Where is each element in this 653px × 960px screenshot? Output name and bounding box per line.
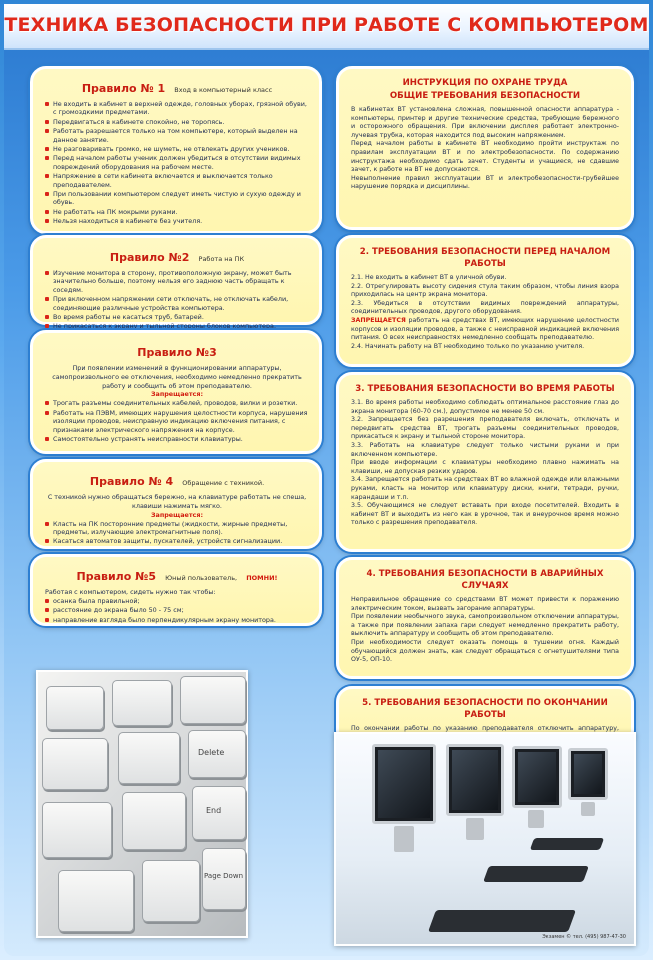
section-emergency bbox=[336, 557, 634, 679]
section-paragraph: 3.1. Во время работы необходимо соблюдать оптимальное расстояние глаз до экрана монитора (60-70 см.), допустимое не менее 50 см. bbox=[351, 399, 619, 415]
rule-list bbox=[45, 100, 309, 226]
list-item: Не разговаривать громко, не шуметь, не отвлекать других учеников. bbox=[45, 145, 309, 153]
section-paragraph: При необходимости следует оказать помощь в тушении огня. Каждый обучающийся должен знать, как следует обращаться с огнетушителями типа ОУ-5, ОП-10. bbox=[351, 638, 619, 664]
list-item: осанка была правильной; bbox=[45, 597, 309, 605]
rule-subtitle-accent: ПОМНИ! bbox=[246, 574, 278, 582]
key-label: Delete bbox=[198, 748, 225, 757]
rule-subtitle: Работа на ПК bbox=[198, 255, 245, 263]
list-item: Изучение монитора в сторону, противоположную экрану, может быть значительно больше, поэтому нельзя его заднюю часть обращать к соседям. bbox=[45, 269, 309, 294]
section-paragraph: Невыполнение правил эксплуатации ВТ и электробезопасности-грубейшее нарушение порядка и дисциплины. bbox=[351, 174, 619, 191]
list-item: Класть на ПК посторонние предметы (жидкости, жирные предметы, предметы, излучающие электромагнитные поля). bbox=[45, 520, 309, 537]
key-shape bbox=[42, 802, 112, 858]
rule-intro: Работая с компьютером, сидеть нужно так чтобы: bbox=[45, 588, 216, 596]
list-item: Не прикасаться к экрану и тыльной стороны блоков компьютера. bbox=[45, 322, 309, 330]
section-during-work bbox=[336, 372, 634, 552]
list-item: расстояние до экрана было 50 - 75 см; bbox=[45, 606, 309, 614]
monitor-shape bbox=[446, 744, 504, 816]
rule-subtitle: Вход в компьютерный класс bbox=[174, 86, 273, 94]
rule-intro: При появлении изменений в функционировании аппаратуры, самопроизвольного ее отключения, необходимо немедленно прекратить работу и сообщить об этом преподавателю. bbox=[52, 364, 302, 390]
section-paragraph: По окончании работы по указанию преподавателя отключить аппаратуру, bbox=[351, 725, 619, 732]
section-paragraph: При появлении необычного звука, самопроизвольном отключении аппаратуры, а также при появлении запаха гари следует немедленно прекратить работу, выключить аппаратуру и сообщить об этом преподавателю. bbox=[351, 613, 619, 638]
section-paragraph: 2.2. Отрегулировать высоту сидения стула таким образом, чтобы линия взора приходилась на центр экрана монитора. bbox=[351, 282, 619, 299]
key-label: End bbox=[206, 806, 222, 815]
list-item: Напряжение в сети кабинета включается и выключается только преподавателем. bbox=[45, 172, 309, 189]
section-title: 5. ТРЕБОВАНИЯ БЕЗОПАСНОСТИ ПО ОКОНЧАНИИ РАБОТЫ bbox=[362, 698, 608, 720]
rule-card-4 bbox=[30, 459, 322, 549]
forbidden-word: ЗАПРЕЩАЕТСЯ bbox=[351, 316, 406, 324]
list-item: Не работать на ПК мокрыми руками. bbox=[45, 208, 309, 216]
list-item: Работать разрешается только на том компьютере, который выделен на данное занятие. bbox=[45, 127, 309, 144]
rule-title: Правило №5 bbox=[76, 570, 157, 583]
section-title: 2. ТРЕБОВАНИЯ БЕЗОПАСНОСТИ ПЕРЕД НАЧАЛОМ РАБОТЫ bbox=[359, 247, 611, 269]
section-title: 4. ТРЕБОВАНИЯ БЕЗОПАСНОСТИ В АВАРИЙНЫХ СЛУЧАЯХ bbox=[366, 569, 604, 591]
section-general bbox=[336, 66, 634, 230]
list-item: Касаться автоматов защиты, пускателей, устройств сигнализации. bbox=[45, 537, 309, 545]
rule-list bbox=[45, 597, 309, 624]
monitor-shape bbox=[512, 746, 562, 808]
list-item: Работать на ПЭВМ, имеющих нарушения целостности корпуса, нарушения изоляции проводов, неисправную индикацию включения питания, с признаками электрического напряжения на корпусе. bbox=[45, 409, 309, 434]
monitor-stand bbox=[528, 810, 544, 828]
list-item: Передвигаться в кабинете спокойно, не торопясь. bbox=[45, 118, 309, 126]
section-before-work bbox=[336, 235, 634, 367]
list-item: направление взгляда было перпендикулярным экрану монитора. bbox=[45, 616, 309, 624]
section-paragraph: Неправильное обращение со средствами ВТ может привести к поражению электрическим током, вызвать загорание аппаратуры. bbox=[351, 596, 619, 612]
keyboard-shape bbox=[483, 866, 589, 882]
section-paragraph: 2.1. Не входить в кабинет ВТ в уличной обуви. bbox=[351, 274, 507, 281]
keyboard-shape bbox=[530, 838, 604, 850]
monitor-shape bbox=[372, 744, 436, 824]
forbidden-label: Запрещается: bbox=[150, 510, 204, 519]
section-paragraph: В кабинетах ВТ установлена сложная, повышенной опасности аппаратура - компьютеры, принтер и другие технические средства, требующие бережного и осторожного обращения. При включении дисплея работает электронно-лучевая трубка, которая находится под высоким напряжением. bbox=[351, 106, 619, 139]
monitors-photo bbox=[334, 732, 636, 946]
list-item: Не входить в кабинет в верхней одежде, головных уборах, грязной обуви, с громоздкими предметами. bbox=[45, 100, 309, 117]
rule-subtitle: Обращение с техникой. bbox=[182, 479, 265, 487]
section-paragraph: При вводе информации с клавиатуры необходимо плавно нажимать на клавиши, не допуская резких ударов. bbox=[351, 459, 619, 475]
key-shape bbox=[118, 732, 180, 784]
rule-card-1 bbox=[30, 66, 322, 234]
title-bar bbox=[4, 4, 649, 50]
key-shape bbox=[42, 738, 108, 790]
section-paragraph: Перед началом работы в кабинете ВТ необходимо пройти инструктаж по правилам эксплуатации ВТ и по электробезопасности. По содержанию инструктажа необходимо сдать зачет. Студенты и учащиеся, не сдавшие зачет, к работе на ВТ не допускаются. bbox=[351, 140, 619, 174]
forbidden-label: Запрещается: bbox=[150, 390, 204, 399]
key-label: Page Down bbox=[204, 872, 244, 880]
section-paragraph: 2.4. Начинать работу на ВТ необходимо только по указанию учителя. bbox=[351, 342, 585, 350]
monitor-stand bbox=[466, 818, 484, 840]
list-item: Во время работы не касаться труб, батарей. bbox=[45, 313, 309, 321]
list-item: Самостоятельно устранять неисправности клавиатуры. bbox=[45, 435, 309, 443]
rule-title: Правило №2 bbox=[109, 251, 190, 264]
monitor-stand bbox=[581, 802, 595, 816]
keyboard-shape bbox=[428, 910, 576, 932]
rule-card-2 bbox=[30, 235, 322, 331]
list-item: При пользовании компьютером следует иметь чистую и сухую одежду и обувь. bbox=[45, 190, 309, 207]
section-paragraph: 3.2. Запрещается без разрешения преподавателя включать, отключать и передвигать средства ВТ, трогать разъемы соединительных проводов, прикасаться к экрану и тыльной стороне монитора. bbox=[351, 416, 619, 441]
keyboard-photo bbox=[36, 670, 248, 938]
rule-title: Правило № 4 bbox=[89, 475, 174, 488]
key-shape bbox=[112, 680, 172, 726]
poster bbox=[4, 4, 649, 956]
monitor-shape bbox=[568, 748, 608, 800]
section-title: ИНСТРУКЦИЯ ПО ОХРАНЕ ТРУДА bbox=[402, 78, 568, 88]
monitor-stand bbox=[394, 826, 414, 852]
rule-intro: С техникой нужно обращаться бережно, на клавиатуре работать не спеша, клавиши нажимать мягко. bbox=[47, 493, 307, 510]
rule-card-3 bbox=[30, 330, 322, 454]
forbidden-text: работать на средствах ВТ, имеющих нарушение целостности корпусов и изоляции проводов, а также с неисправной индикацией включения питания. О всех неисправностях немедленно сообщать преподавателю. bbox=[351, 316, 619, 342]
rule-list bbox=[45, 399, 309, 443]
list-item: Перед началом работы ученик должен убедиться в отсутствии видимых повреждений оборудования на рабочем месте. bbox=[45, 154, 309, 171]
section-paragraph: 3.5. Обучающимся не следует вставать при входе посетителей. Входить в кабинет ВТ и выходить из него как в урочное, так и внеурочное время можно только с разрешения преподавателя. bbox=[351, 502, 619, 527]
key-shape bbox=[142, 860, 200, 922]
list-item: Нельзя находиться в кабинете без учителя. bbox=[45, 217, 309, 225]
rule-list bbox=[45, 269, 309, 331]
rule-subtitle: Юный пользователь, bbox=[165, 574, 238, 582]
section-paragraph: 3.4. Запрещается работать на средствах ВТ во влажной одежде или влажными руками, класть на монитор или клавиатуру диски, книги, тетради, ручки, карандаши и т.п. bbox=[351, 476, 619, 501]
section-paragraph: 3.3. Работать на клавиатуре следует только чистыми руками и при включенном компьютере. bbox=[351, 441, 619, 458]
rule-list bbox=[45, 520, 309, 546]
rule-title: Правило № 1 bbox=[81, 82, 166, 95]
section-subtitle: ОБЩИЕ ТРЕБОВАНИЯ БЕЗОПАСНОСТИ bbox=[389, 91, 581, 101]
rule-title: Правило №3 bbox=[137, 346, 217, 359]
key-shape bbox=[122, 792, 186, 850]
section-paragraph: 2.3. Убедиться в отсутствии видимых повреждений аппаратуры, соединительных проводов, другого оборудования. bbox=[351, 299, 619, 316]
key-shape bbox=[180, 676, 246, 724]
section-title: 3. ТРЕБОВАНИЯ БЕЗОПАСНОСТИ ВО ВРЕМЯ РАБОТЫ bbox=[355, 384, 615, 394]
poster-title: ТЕХНИКА БЕЗОПАСНОСТИ ПРИ РАБОТЕ С КОМПЬЮТЕРОМ bbox=[4, 14, 649, 36]
publisher-note: Экзамен © тел. (495) 987-47-30 bbox=[542, 934, 626, 940]
section-paragraph bbox=[351, 317, 619, 343]
rule-card-5 bbox=[30, 554, 322, 626]
key-shape bbox=[58, 870, 134, 932]
list-item: При включенном напряжении сети отключать, не отключать кабели, соединяющие различные устройства компьютера. bbox=[45, 295, 309, 312]
list-item: Трогать разъемы соединительных кабелей, проводов, вилки и розетки. bbox=[45, 399, 309, 407]
key-shape bbox=[46, 686, 104, 730]
